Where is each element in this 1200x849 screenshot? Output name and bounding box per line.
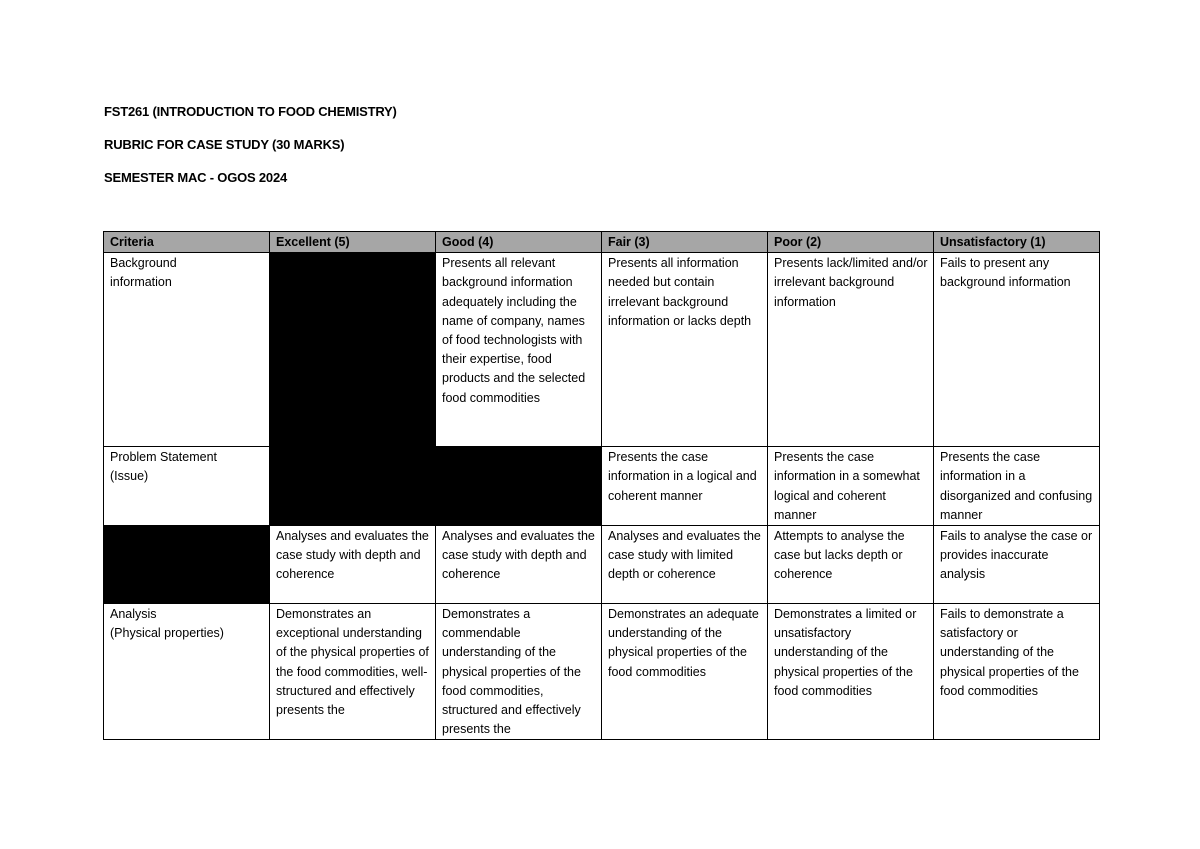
cell-problem-unsatisfactory (934, 447, 1100, 526)
criteria-analysis-physical (104, 604, 270, 740)
blacked-out-cell (436, 447, 602, 526)
header-poor: Poor (2) (768, 232, 934, 253)
cell-background-unsatisfactory (934, 253, 1100, 447)
cell-analysis-unsatisfactory (934, 526, 1100, 604)
cell-text: Demonstrates an exceptional understanding of the physical properties of the food commodities, well-structured and effectively presents the (276, 607, 429, 718)
blacked-out-cell (104, 526, 270, 604)
cell-physical-unsatisfactory (934, 604, 1100, 740)
cell-text: Analyses and evaluates the case study with limited depth or coherence (608, 529, 761, 582)
criteria-label: Background information (110, 256, 177, 290)
cell-text: Demonstrates an adequate understanding of the physical properties of the food commodities (608, 607, 759, 679)
header-row (104, 232, 1100, 253)
cell-text: Presents all information needed but contain irrelevant background information or lacks depth (608, 256, 752, 328)
cell-text: Presents the case information in a logical and coherent manner (608, 450, 757, 503)
criteria-label: Problem Statement (Issue) (110, 450, 217, 484)
criteria-sublabel: (Physical properties) (110, 626, 224, 641)
cell-problem-fair (602, 447, 768, 526)
cell-analysis-poor (768, 526, 934, 604)
cell-text: Demonstrates a limited or unsatisfactory understanding of the physical properties of the food commodities (774, 607, 917, 698)
cell-background-good (436, 253, 602, 447)
cell-physical-fair (602, 604, 768, 740)
cell-text: Attempts to analyse the case but lacks depth or coherence (774, 529, 905, 582)
cell-analysis-excellent (270, 526, 436, 604)
cell-text: Analyses and evaluates the case study with depth and coherence (276, 529, 429, 582)
cell-text: Fails to analyse the case or provides inaccurate analysis (940, 529, 1093, 582)
course-title: FST261 (INTRODUCTION TO FOOD CHEMISTRY) (104, 104, 397, 119)
cell-text: Presents all relevant background information adequately including the name of company, names of food technologists with their expertise, food products and the selected food commodities (442, 256, 586, 405)
cell-analysis-fair (602, 526, 768, 604)
header-fair: Fair (3) (602, 232, 768, 253)
cell-background-fair (602, 253, 768, 447)
cell-problem-poor (768, 447, 934, 526)
semester-title: SEMESTER MAC - OGOS 2024 (104, 170, 288, 185)
header-good: Good (4) (436, 232, 602, 253)
cell-text: Presents lack/limited and/or irrelevant background information (774, 256, 928, 309)
table-row (104, 447, 1100, 526)
header-unsatisfactory: Unsatisfactory (1) (934, 232, 1100, 253)
cell-physical-good (436, 604, 602, 740)
criteria-problem (104, 447, 270, 526)
rubric-title: RUBRIC FOR CASE STUDY (30 MARKS) (104, 137, 345, 152)
cell-text: Fails to present any background information (940, 256, 1071, 290)
blacked-out-cell (270, 253, 436, 526)
cell-background-poor (768, 253, 934, 447)
table-row (104, 253, 1100, 447)
table-row (104, 526, 1100, 604)
cell-physical-excellent (270, 604, 436, 740)
header-criteria: Criteria (104, 232, 270, 253)
cell-text: Demonstrates a commendable understanding of the physical properties of the food commodities, structured and effectively presents the (442, 607, 581, 737)
table-row (104, 604, 1100, 740)
criteria-background (104, 253, 270, 447)
header-excellent: Excellent (5) (270, 232, 436, 253)
cell-physical-poor (768, 604, 934, 740)
criteria-label: Analysis (110, 607, 157, 622)
cell-text: Analyses and evaluates the case study with depth and coherence (442, 529, 595, 582)
rubric-table (103, 231, 1100, 740)
cell-text: Presents the case information in a somewhat logical and coherent manner (774, 450, 920, 522)
cell-text: Fails to demonstrate a satisfactory or understanding of the physical properties of the food commodities (940, 607, 1079, 698)
cell-text: Presents the case information in a disorganized and confusing manner (940, 450, 1093, 522)
cell-analysis-good (436, 526, 602, 604)
